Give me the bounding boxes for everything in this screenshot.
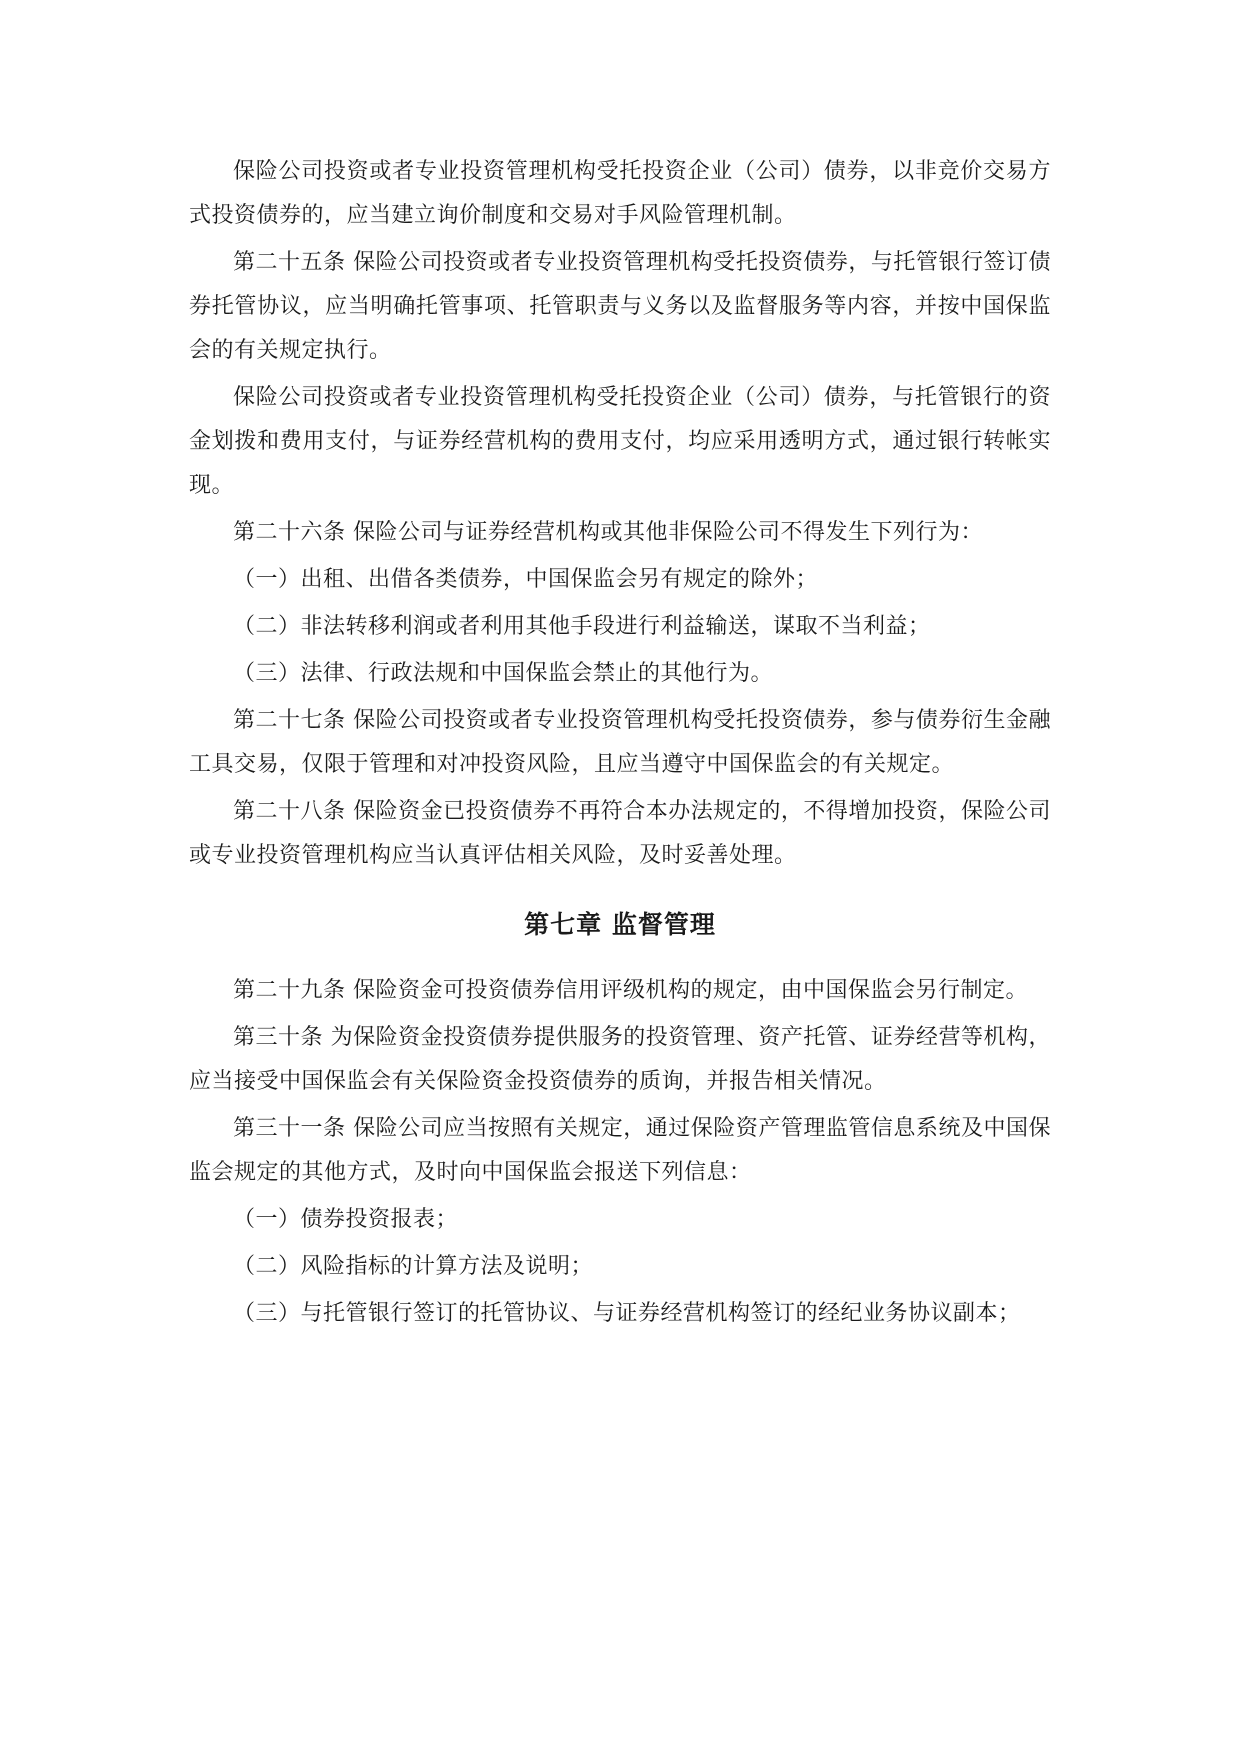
paragraph: 第二十六条 保险公司与证券经营机构或其他非保险公司不得发生下列行为： [233,520,983,545]
paragraph: 第二十五条 保险公司投资或者专业投资管理机构受托投资债券，与托管银行签订债券托管协议，应当明确托管事项、托管职责与义务以及监督服务等内容，并按中国保监会的有关规定执行。 [189,250,1051,363]
list-item: （一）债券投资报表； [233,1207,459,1232]
document-page [189,150,1051,1339]
list-item: （二）风险指标的计算方法及说明； [233,1254,594,1279]
list-item: （三）法律、行政法规和中国保监会禁止的其他行为。 [233,661,774,686]
paragraph: 第三十条 为保险资金投资债券提供服务的投资管理、资产托管、证券经营等机构，应当接受中国保监会有关保险资金投资债券的质询，并报告相关情况。 [189,1025,1051,1094]
paragraph: 第二十七条 保险公司投资或者专业投资管理机构受托投资债券，参与债券衍生金融工具交易，仅限于管理和对冲投资风险，且应当遵守中国保监会的有关规定。 [189,708,1051,777]
paragraph: 保险公司投资或者专业投资管理机构受托投资企业（公司）债券，以非竞价交易方式投资债券的，应当建立询价制度和交易对手风险管理机制。 [189,159,1051,228]
chapter-title: 第七章 监督管理 [524,910,716,939]
list-item: （二）非法转移利润或者利用其他手段进行利益输送，谋取不当利益； [233,614,931,639]
list-item: （三）与托管银行签订的托管协议、与证券经营机构签订的经纪业务协议副本； [233,1301,1021,1326]
paragraph: 第二十八条 保险资金已投资债券不再符合本办法规定的，不得增加投资，保险公司或专业投资管理机构应当认真评估相关风险，及时妥善处理。 [189,799,1051,868]
paragraph: 第三十一条 保险公司应当按照有关规定，通过保险资产管理监管信息系统及中国保监会规定的其他方式，及时向中国保监会报送下列信息： [189,1116,1051,1185]
paragraph: 保险公司投资或者专业投资管理机构受托投资企业（公司）债券，与托管银行的资金划拨和费用支付，与证券经营机构的费用支付，均应采用透明方式，通过银行转帐实现。 [189,385,1051,498]
list-item: （一）出租、出借各类债券，中国保监会另有规定的除外； [233,567,819,592]
paragraph: 第二十九条 保险资金可投资债券信用评级机构的规定，由中国保监会另行制定。 [233,978,1028,1003]
